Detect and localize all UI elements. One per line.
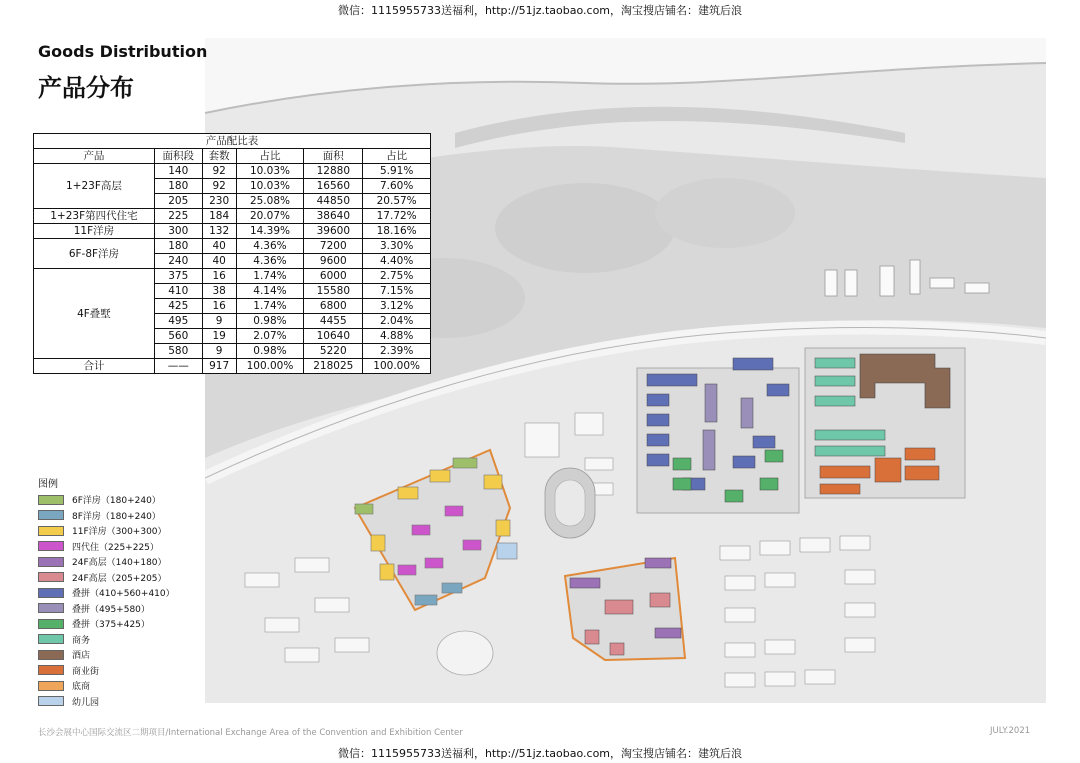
table-cell: —— <box>154 359 202 374</box>
legend-swatch <box>38 619 64 629</box>
table-cell: 205 <box>154 194 202 209</box>
table-cell: 7.15% <box>363 284 431 299</box>
legend-swatch <box>38 495 64 505</box>
legend-item <box>38 523 175 539</box>
legend-swatch <box>38 541 64 551</box>
table-cell: 2.75% <box>363 269 431 284</box>
column-header: 面积段 <box>154 149 202 164</box>
table-cell: 10.03% <box>236 164 304 179</box>
legend-item <box>38 570 175 586</box>
table-cell: 4.36% <box>236 254 304 269</box>
table-cell: 38640 <box>304 209 363 224</box>
table-cell: 9600 <box>304 254 363 269</box>
table-cell: 100.00% <box>363 359 431 374</box>
column-header: 面积 <box>304 149 363 164</box>
table-cell: 5220 <box>304 344 363 359</box>
legend-swatch <box>38 526 64 536</box>
table-cell: 6000 <box>304 269 363 284</box>
watermark-top: 微信：1115955733送福利，http://51jz.taobao.com，淘宝搜店铺名：建筑后浪 <box>337 4 743 17</box>
table-cell: 225 <box>154 209 202 224</box>
table-cell: 5.91% <box>363 164 431 179</box>
table-cell: 92 <box>202 164 236 179</box>
legend-swatch <box>38 650 64 660</box>
table-cell: 4.14% <box>236 284 304 299</box>
table-cell: 19 <box>202 329 236 344</box>
page-title-zh: 产品分布 <box>38 74 134 102</box>
legend-item <box>38 601 175 617</box>
legend-label: 叠拼（410+560+410） <box>72 589 175 600</box>
table-cell: 240 <box>154 254 202 269</box>
table-cell: 3.30% <box>363 239 431 254</box>
table-row <box>34 224 431 239</box>
legend-label: 24F高层（140+180） <box>72 558 167 569</box>
table-cell: 17.72% <box>363 209 431 224</box>
table-total-row <box>34 359 431 374</box>
table-cell: 4455 <box>304 314 363 329</box>
legend-swatch <box>38 681 64 691</box>
table-cell: 410 <box>154 284 202 299</box>
table-cell: 16560 <box>304 179 363 194</box>
table-cell: 9 <box>202 314 236 329</box>
table-cell: 39600 <box>304 224 363 239</box>
table-cell: 40 <box>202 254 236 269</box>
table-cell: 180 <box>154 179 202 194</box>
table-cell: 1.74% <box>236 269 304 284</box>
legend-label: 四代住（225+225） <box>72 542 159 553</box>
table-cell: 4.36% <box>236 239 304 254</box>
legend-label: 商业街 <box>72 666 100 677</box>
product-ratio-table <box>33 133 431 374</box>
legend-item <box>38 585 175 601</box>
legend-item <box>38 492 175 508</box>
table-row <box>34 164 431 179</box>
table-cell: 580 <box>154 344 202 359</box>
table-cell: 425 <box>154 299 202 314</box>
legend-item <box>38 647 175 663</box>
table-cell: 917 <box>202 359 236 374</box>
table-cell: 16 <box>202 269 236 284</box>
legend-swatch <box>38 588 64 598</box>
product-name-cell: 4F叠墅 <box>34 269 155 359</box>
table-cell: 300 <box>154 224 202 239</box>
table-cell: 2.04% <box>363 314 431 329</box>
column-header: 占比 <box>363 149 431 164</box>
legend-label: 商务 <box>72 635 91 646</box>
table-cell: 560 <box>154 329 202 344</box>
table-cell: 4.88% <box>363 329 431 344</box>
legend-swatch <box>38 510 64 520</box>
column-header: 产品 <box>34 149 155 164</box>
table-cell: 184 <box>202 209 236 224</box>
table-row <box>34 269 431 284</box>
legend-swatch <box>38 557 64 567</box>
table-cell: 2.39% <box>363 344 431 359</box>
legend-label: 叠拼（375+425） <box>72 620 150 631</box>
table-row <box>34 209 431 224</box>
table-cell: 2.07% <box>236 329 304 344</box>
product-name-cell: 1+23F第四代住宅 <box>34 209 155 224</box>
legend-swatch <box>38 634 64 644</box>
table-cell: 6800 <box>304 299 363 314</box>
table-cell: 7.60% <box>363 179 431 194</box>
footer-date: JULY.2021 <box>990 726 1031 736</box>
legend-label: 6F洋房（180+240） <box>72 496 161 507</box>
legend-label: 24F高层（205+205） <box>72 573 167 584</box>
table-cell: 38 <box>202 284 236 299</box>
legend-label: 叠拼（495+580） <box>72 604 150 615</box>
table-cell: 4.40% <box>363 254 431 269</box>
table-cell: 7200 <box>304 239 363 254</box>
legend-item <box>38 539 175 555</box>
table-cell: 230 <box>202 194 236 209</box>
table-row <box>34 239 431 254</box>
table-cell: 44850 <box>304 194 363 209</box>
column-header: 套数 <box>202 149 236 164</box>
table-cell: 合计 <box>34 359 155 374</box>
product-name-cell: 1+23F高层 <box>34 164 155 209</box>
table-cell: 132 <box>202 224 236 239</box>
table-cell: 40 <box>202 239 236 254</box>
table-cell: 495 <box>154 314 202 329</box>
legend-label: 幼儿园 <box>72 697 100 708</box>
legend-item <box>38 632 175 648</box>
product-name-cell: 11F洋房 <box>34 224 155 239</box>
legend-label: 酒店 <box>72 651 91 662</box>
legend-item <box>38 508 175 524</box>
table-cell: 92 <box>202 179 236 194</box>
legend-label: 8F洋房（180+240） <box>72 511 161 522</box>
table-cell: 15580 <box>304 284 363 299</box>
column-header: 占比 <box>236 149 304 164</box>
table-cell: 1.74% <box>236 299 304 314</box>
table-cell: 180 <box>154 239 202 254</box>
legend-items <box>38 492 175 709</box>
legend-item <box>38 663 175 679</box>
legend-swatch <box>38 665 64 675</box>
legend-title: 图例 <box>38 479 58 490</box>
watermark-bottom: 微信：1115955733送福利，http://51jz.taobao.com，淘宝搜店铺名：建筑后浪 <box>337 747 743 760</box>
page-title-en: Goods Distribution <box>38 42 208 61</box>
table-cell: 375 <box>154 269 202 284</box>
table-cell: 140 <box>154 164 202 179</box>
table-cell: 18.16% <box>363 224 431 239</box>
legend-swatch <box>38 696 64 706</box>
table-cell: 16 <box>202 299 236 314</box>
table-cell: 25.08% <box>236 194 304 209</box>
table-cell: 100.00% <box>236 359 304 374</box>
table-cell: 14.39% <box>236 224 304 239</box>
table-cell: 10640 <box>304 329 363 344</box>
table-cell: 20.57% <box>363 194 431 209</box>
legend-item <box>38 678 175 694</box>
legend-label: 底商 <box>72 682 91 693</box>
legend-swatch <box>38 603 64 613</box>
table-cell: 10.03% <box>236 179 304 194</box>
product-name-cell: 6F-8F洋房 <box>34 239 155 269</box>
table-cell: 0.98% <box>236 314 304 329</box>
table-header-row <box>34 149 431 164</box>
legend-item <box>38 616 175 632</box>
legend-item <box>38 554 175 570</box>
table-caption: 产品配比表 <box>34 134 431 149</box>
legend-item <box>38 694 175 710</box>
table-cell: 218025 <box>304 359 363 374</box>
table-cell: 12880 <box>304 164 363 179</box>
map-legend <box>38 475 175 709</box>
table-cell: 0.98% <box>236 344 304 359</box>
legend-label: 11F洋房（300+300） <box>72 527 167 538</box>
table-cell: 3.12% <box>363 299 431 314</box>
legend-swatch <box>38 572 64 582</box>
table-cell: 20.07% <box>236 209 304 224</box>
footer-project-name: 长沙会展中心国际交流区二期项目/International Exchange Area of the Convention and Exhibition Center <box>38 728 463 738</box>
table-cell: 9 <box>202 344 236 359</box>
